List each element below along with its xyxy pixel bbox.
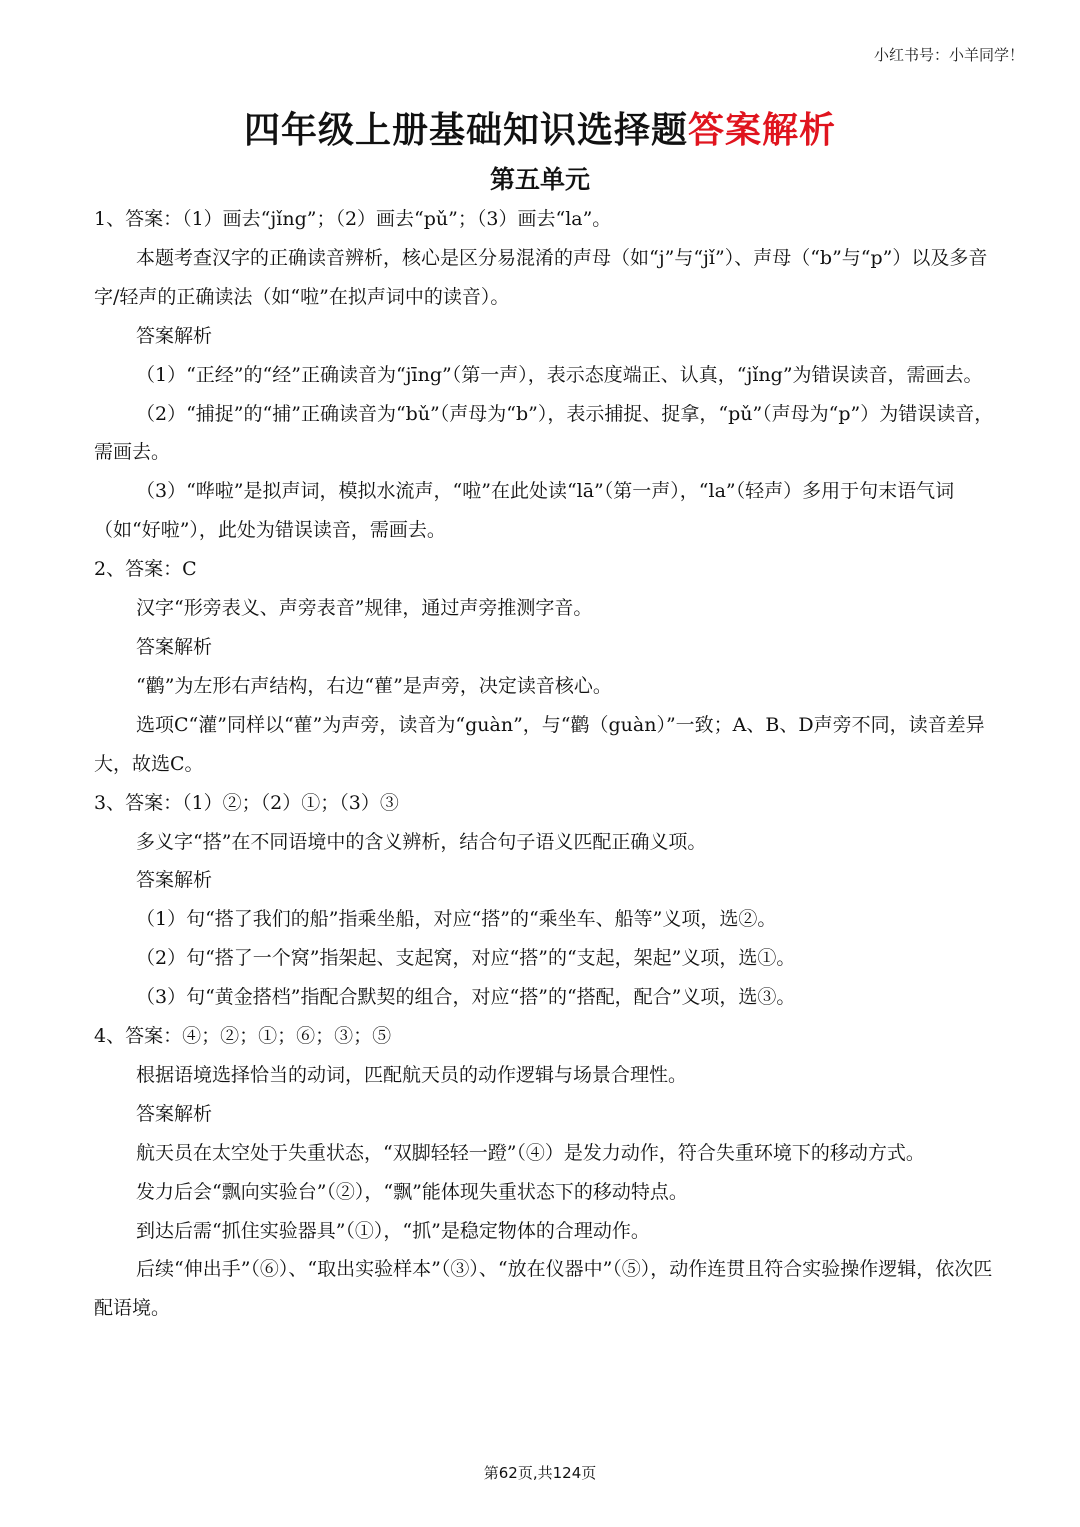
q2-analysis-1: “鹳”为左形右声结构，右边“雚”是声旁，决定读音核心。	[136, 674, 612, 697]
q1-analysis-2: （2）“捕捉”的“捕”正确读音为“bǔ”（声母为“b”），表示捕捉、捉拿，“pǔ”（声母为“p”）为错误读音，需画去。	[94, 402, 994, 464]
page-title	[0, 102, 1080, 153]
q2-summary: 汉字“形旁表义、声旁表音”规律，通过声旁推测字音。	[136, 597, 593, 620]
q1-summary: 本题考查汉字的正确读音辨析，核心是区分易混淆的声母（如“j”与“jǐ”）、声母（“b”与“p”）以及多音字/轻声的正确读法（如“啦”在拟声词中的读音）。	[94, 246, 988, 308]
q3-analysis-2: （2）句“搭了一个窝”指架起、支起窝，对应“搭”的“支起，架起”义项，选①。	[136, 947, 796, 970]
title-main: 四年级上册基础知识选择题	[243, 110, 688, 151]
q4-analysis-heading: 答案解析	[136, 1102, 213, 1125]
q3-analysis-3: （3）句“黄金搭档”指配合默契的组合，对应“搭”的“搭配，配合”义项，选③。	[136, 986, 796, 1009]
title-highlight: 答案解析	[688, 110, 837, 151]
q2-answer: 2、答案：C	[94, 558, 197, 581]
q4-analysis-4: 后续“伸出手”（⑥）、“取出实验样本”（③）、“放在仪器中”（⑤），动作连贯且符合实验操作逻辑，依次匹配语境。	[94, 1258, 993, 1320]
q3-analysis-1: （1）句“搭了我们的船”指乘坐船，对应“搭”的“乘坐车、船等”义项，选②。	[136, 908, 777, 931]
q3-analysis-heading: 答案解析	[136, 869, 213, 892]
watermark: 小红书号：小羊同学！	[873, 46, 1024, 64]
answer-content	[94, 200, 994, 1328]
q3-summary: 多义字“搭”在不同语境中的含义辨析，结合句子语义匹配正确义项。	[136, 830, 707, 853]
q4-analysis-1: 航天员在太空处于失重状态，“双脚轻轻一蹬”（④）是发力动作，符合失重环境下的移动方式。	[136, 1141, 925, 1164]
q4-answer: 4、答案：④；②；①；⑥；③；⑤	[94, 1025, 392, 1048]
q4-analysis-2: 发力后会“飘向实验台”（②），“飘”能体现失重状态下的移动特点。	[136, 1180, 688, 1203]
q1-analysis-1: （1）“正经”的“经”正确读音为“jīng”（第一声），表示态度端正、认真，“jǐng”为错误读音，需画去。	[136, 363, 983, 386]
q1-analysis-3: （3）“哗啦”是拟声词，模拟水流声，“啦”在此处读“lā”（第一声），“la”（轻声）多用于句末语气词（如“好啦”），此处为错误读音，需画去。	[94, 480, 955, 542]
q1-analysis-heading: 答案解析	[136, 324, 213, 347]
q2-analysis-heading: 答案解析	[136, 635, 213, 658]
q1-answer: 1、答案：（1）画去“jǐng”；（2）画去“pǔ”；（3）画去“la”。	[94, 208, 612, 230]
q4-analysis-3: 到达后需“抓住实验器具”（①），“抓”是稳定物体的合理动作。	[136, 1219, 650, 1242]
page-number: 第62页,共124页	[483, 1464, 597, 1482]
unit-subtitle: 第五单元	[489, 165, 590, 194]
q4-summary: 根据语境选择恰当的动词，匹配航天员的动作逻辑与场景合理性。	[136, 1063, 688, 1086]
q2-analysis-2: 选项C“灌”同样以“雚”为声旁，读音为“guàn”，与“鹳（guàn）”一致；A、B、D声旁不同，读音差异大，故选C。	[94, 713, 985, 775]
q3-answer: 3、答案：（1）②；（2）①；（3）③	[94, 791, 399, 814]
